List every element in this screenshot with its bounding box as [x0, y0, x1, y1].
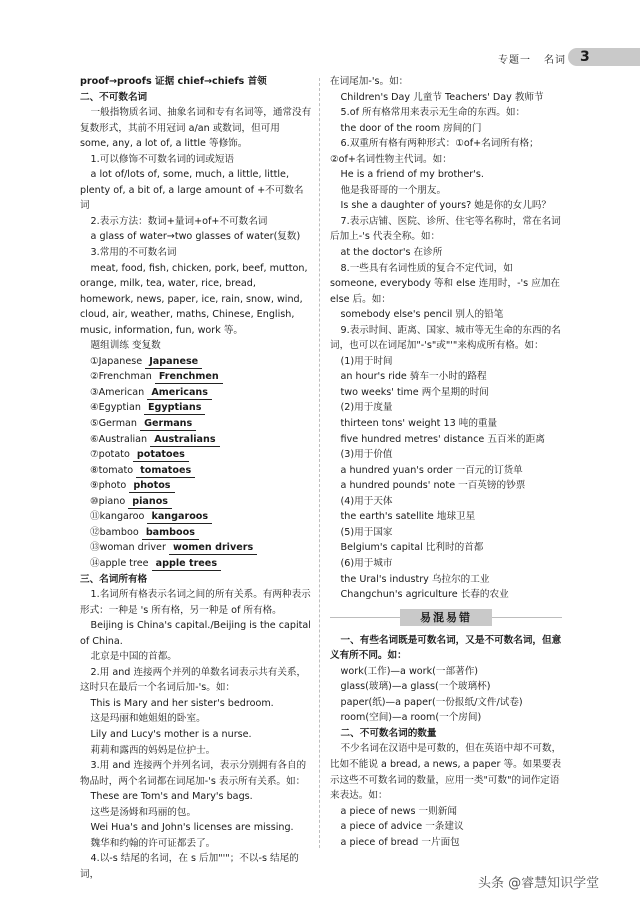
text-line [330, 741, 562, 803]
text-line [80, 416, 312, 432]
line-text: somebody else's pencil 别人的铅笔 [340, 309, 504, 321]
text-line [80, 805, 312, 821]
chapter-label: 专题一 [498, 55, 531, 66]
line-text: 3.常用的不可数名词 [90, 247, 177, 259]
line-text: 5.of 所有格常用来表示无生命的东西。如： [340, 107, 526, 119]
right-column [330, 74, 562, 850]
answer-blank: Japanese [145, 356, 202, 369]
text-line [330, 664, 562, 680]
text-line [330, 121, 562, 137]
text-line [330, 90, 562, 106]
answer-blank: women drivers [169, 542, 257, 555]
section-label: 名词 [544, 55, 566, 66]
line-text: five hundred metres' distance 五百米的距离 [340, 433, 545, 445]
text-line [80, 152, 312, 168]
line-text: room(空间)—a room(一个房间) [340, 712, 482, 724]
answer-blank: Frenchmen [155, 371, 223, 384]
text-line [80, 618, 312, 649]
banner-title: 易混易错 [400, 609, 492, 626]
line-text: 这是玛丽和她姐姐的卧室。 [90, 713, 206, 725]
text-line [80, 432, 312, 448]
text-line [80, 90, 312, 106]
text-line [330, 540, 562, 556]
page-number: 3 [568, 48, 640, 66]
line-text: 4.以-s 结尾的名词，在 s 后加"'"；不以-s 结尾的词， [80, 853, 299, 880]
line-text: 不少名词在汉语中是可数的，但在英语中却不可数，比如不能说 a bread, a news, a paper 等。如果要表示这些不可数名词的数量，应用一类"可数"的词作定语来表达。如： [330, 743, 562, 802]
line-text: ⑭apple tree [90, 557, 149, 569]
text-line [80, 105, 312, 152]
line-text: 6.双重所有格有两种形式：①of+名词所有格；②of+名词性物主代词。如： [330, 138, 539, 165]
text-line [80, 245, 312, 261]
line-text: These are Tom's and Mary's bags. [90, 791, 253, 803]
text-line [330, 494, 562, 510]
line-text: 一、有些名词既是可数名词，又是不可数名词，但意义有所不同。如： [330, 634, 562, 662]
text-line [330, 261, 562, 308]
page-header [498, 48, 640, 68]
line-text: 2.表示方法：数词+量词+of+不可数名词 [90, 215, 268, 227]
left-column [80, 74, 312, 882]
text-line [330, 695, 562, 711]
line-text: ⑫bamboo [90, 526, 139, 538]
line-text: (3)用于价值 [340, 449, 393, 461]
answer-blank: Germans [140, 418, 196, 431]
line-text: 题组训练 变复数 [90, 340, 161, 352]
line-text: ③American [90, 386, 145, 398]
line-text: ⑦potato [90, 449, 130, 461]
line-text: thirteen tons' weight 13 吨的重量 [340, 418, 498, 430]
text-line [80, 229, 312, 245]
text-line [330, 136, 562, 167]
text-line [330, 556, 562, 572]
right-column-top [330, 74, 562, 603]
text-line [80, 400, 312, 416]
text-line [330, 198, 562, 214]
text-line [80, 587, 312, 618]
text-line [330, 416, 562, 432]
text-line [80, 572, 312, 588]
line-text: a glass of water→two glasses of water(复数) [90, 231, 301, 243]
text-line [330, 105, 562, 121]
text-line [80, 478, 312, 494]
line-text: ④Egyptian [90, 402, 141, 414]
line-text: ⑬woman driver [90, 542, 166, 554]
text-line [330, 307, 562, 323]
line-text: ⑧tomato [90, 464, 134, 476]
text-line [80, 789, 312, 805]
text-line [80, 369, 312, 385]
line-text: an hour's ride 骑车一小时的路程 [340, 371, 487, 383]
line-text: Belgium's capital 比利时的首都 [340, 542, 484, 554]
text-line [80, 540, 312, 556]
text-line [330, 323, 562, 354]
line-text: glass(玻璃)—a glass(一个玻璃杯) [340, 681, 491, 693]
text-line [80, 836, 312, 852]
line-text: He is a friend of my brother's. [340, 169, 484, 181]
answer-blank: Americans [147, 387, 212, 400]
text-line [80, 743, 312, 759]
line-text: 8.一些具有名词性质的复合不定代词，如 someone, everybody 等和 else 连用时，-'s 应加在 else 后。如： [330, 262, 561, 305]
line-text: ①Japanese [90, 355, 143, 367]
text-line [80, 649, 312, 665]
text-line [330, 478, 562, 494]
line-text: Wei Hua's and John's licenses are missing. [90, 822, 294, 834]
watermark: 头条 @睿慧知识学堂 [478, 876, 600, 891]
line-text: 魏华和约翰的许可证都丢了。 [90, 837, 216, 849]
line-text: 3.用 and 连接两个并列名词，表示分别拥有各自的物品时，两个名词都在词尾加-'s 表示所有关系。如： [80, 760, 307, 787]
line-text: Beijing is China's capital./Beijing is the capital of China. [80, 620, 311, 647]
line-text: a piece of news 一则新闻 [340, 805, 457, 817]
text-line [80, 727, 312, 743]
line-text: 在词尾加-'s。如： [330, 76, 409, 87]
line-text: Children's Day 儿童节 Teachers' Day 教师节 [340, 91, 544, 103]
line-text: paper(纸)—a paper(一份报纸/文件/试卷) [340, 696, 523, 708]
text-line [80, 820, 312, 836]
text-line [330, 679, 562, 695]
section-banner [330, 609, 562, 627]
text-line [80, 556, 312, 572]
answer-blank: photos [129, 480, 174, 493]
text-line [330, 509, 562, 525]
text-line [330, 572, 562, 588]
line-text: (2)用于度量 [340, 402, 393, 414]
line-text: (5)用于国家 [340, 526, 393, 538]
line-text: 二、不可数名词的数量 [340, 727, 437, 739]
text-line [330, 369, 562, 385]
line-text: the earth's satellite 地球卫星 [340, 511, 476, 523]
text-line [80, 338, 312, 354]
line-text: ⑩piano [90, 495, 126, 507]
text-line [330, 525, 562, 541]
line-text: the Ural's industry 乌拉尔的工业 [340, 573, 490, 585]
text-line [330, 463, 562, 479]
text-line [330, 447, 562, 463]
text-line [80, 261, 312, 339]
text-line [80, 74, 312, 90]
text-line [330, 710, 562, 726]
text-line [80, 509, 312, 525]
answer-blank: pianos [128, 496, 172, 509]
text-line [330, 633, 562, 664]
line-text: 这些是汤姆和玛丽的包。 [90, 806, 197, 818]
line-text: a hundred yuan's order 一百元的订货单 [340, 464, 523, 476]
text-line [330, 432, 562, 448]
answer-blank: apple trees [152, 558, 221, 571]
text-line [80, 696, 312, 712]
line-text: 7.表示店铺、医院、诊所、住宅等名称时，常在名词后加上-'s 代表全称。如： [330, 215, 561, 243]
line-text: ⑨photo [90, 480, 127, 492]
answer-blank: Australians [150, 434, 219, 447]
text-line [80, 214, 312, 230]
text-line [80, 167, 312, 214]
text-line [80, 711, 312, 727]
text-line [80, 447, 312, 463]
line-text: (1)用于时间 [340, 355, 393, 367]
text-line [80, 758, 312, 789]
text-line [330, 726, 562, 742]
text-line [80, 851, 312, 882]
line-text: 1.名词所有格表示名词之间的所有关系。有两种表示形式：一种是 's 所有格，另一种是 of 所有格。 [80, 589, 311, 616]
line-text: 莉莉和露西的妈妈是位护士。 [90, 744, 216, 756]
answer-blank: potatoes [133, 449, 189, 462]
line-text: 1.可以修饰不可数名词的词或短语 [90, 153, 235, 165]
line-text: the door of the room 房间的门 [340, 122, 482, 134]
line-text: a hundred pounds' note 一百英镑的钞票 [340, 480, 526, 492]
answer-blank: bamboos [142, 527, 199, 540]
line-text: 三、名词所有格 [80, 573, 148, 585]
text-line [80, 354, 312, 370]
line-text: a lot of/lots of, some, much, a little, little, plenty of, a bit of, a large amount of +不可数名词 [80, 169, 304, 212]
text-line [330, 74, 562, 90]
line-text: Changchun's agriculture 长春的农业 [340, 589, 509, 601]
line-text: ⑥Australian [90, 433, 148, 445]
line-text: 北京是中国的首都。 [90, 651, 177, 663]
line-text: 他是我哥哥的一个朋友。 [340, 184, 447, 196]
line-text: a piece of advice 一条建议 [340, 821, 464, 833]
answer-blank: kangaroos [147, 511, 212, 524]
text-line [330, 587, 562, 603]
text-line [330, 167, 562, 183]
line-text: two weeks' time 两个星期的时间 [340, 386, 489, 398]
text-line [330, 804, 562, 820]
line-text: Lily and Lucy's mother is a nurse. [90, 728, 252, 740]
text-line [330, 400, 562, 416]
text-line [330, 183, 562, 199]
right-column-bottom [330, 633, 562, 851]
line-text: Is she a daughter of yours? 她是你的女儿吗？ [340, 200, 552, 212]
line-text: ②Frenchman [90, 371, 152, 383]
text-line [80, 525, 312, 541]
line-text: at the doctor's 在诊所 [340, 247, 443, 259]
line-text: This is Mary and her sister's bedroom. [90, 697, 274, 709]
line-text: work(工作)—a work(一部著作) [340, 665, 479, 677]
text-line [330, 819, 562, 835]
column-divider [319, 78, 320, 848]
text-line [80, 463, 312, 479]
line-text: 二、不可数名词 [80, 91, 148, 103]
line-text: 2.用 and 连接两个并列的单数名词表示共有关系，这时只在最后一个名词后加-'s。如： [80, 666, 307, 694]
line-text: ⑪kangaroo [90, 511, 145, 523]
line-text: (4)用于天体 [340, 495, 393, 507]
text-line [330, 245, 562, 261]
text-line [330, 385, 562, 401]
text-line [80, 494, 312, 510]
line-text: meat, food, fish, chicken, pork, beef, mutton, orange, milk, tea, water, rice, bread, homework, news, paper, ice, rain, snow, wind, cloud, air, weather, maths, Chinese, English, music, information, fun, work 等。 [80, 262, 308, 336]
line-text: (6)用于城市 [340, 557, 393, 569]
line-text: 一般指物质名词、抽象名词和专有名词等，通常没有复数形式，其前不用冠词 a/an 或数词，但可用 some, any, a lot of, a little 等修饰。 [80, 107, 312, 150]
answer-blank: tomatoes [136, 465, 195, 478]
text-line [330, 835, 562, 851]
text-line [80, 665, 312, 696]
line-text: ⑤German [90, 418, 138, 430]
line-text: proof→proofs 证据 chief→chiefs 首领 [80, 76, 267, 87]
line-text: a piece of bread 一片面包 [340, 836, 460, 848]
text-line [80, 385, 312, 401]
text-line [330, 354, 562, 370]
answer-blank: Egyptians [144, 402, 205, 415]
text-line [330, 214, 562, 245]
line-text: 9.表示时间、距离、国家、城市等无生命的东西的名词，也可以在词尾加"-'s"或"'"来构成所有格。如： [330, 324, 561, 352]
